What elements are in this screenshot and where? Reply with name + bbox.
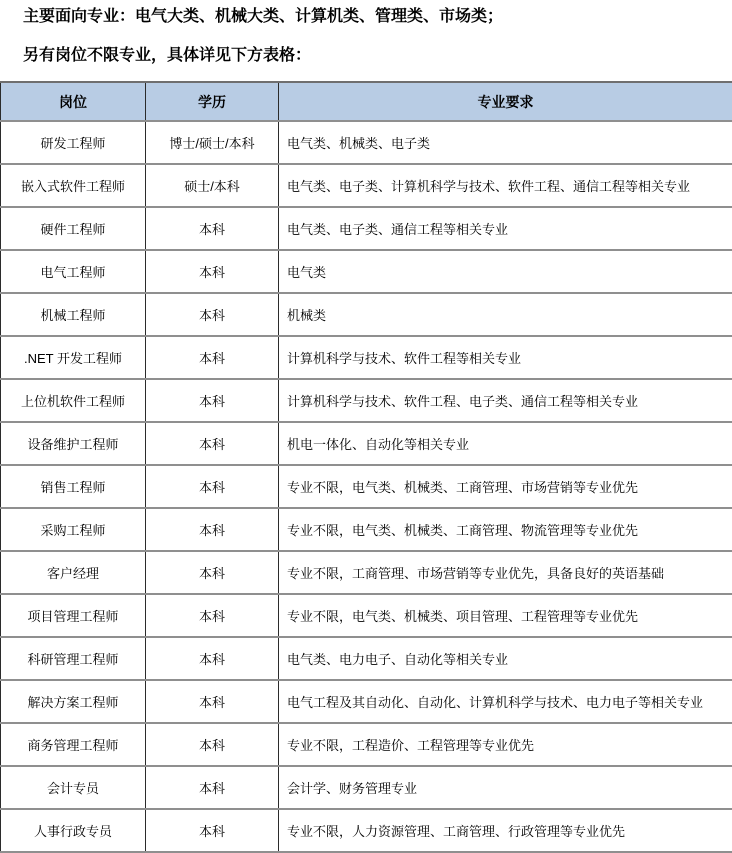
position-cell: 客户经理 xyxy=(1,551,146,594)
major-requirements-cell: 会计学、财务管理专业 xyxy=(279,766,732,809)
table-row xyxy=(1,164,732,207)
education-cell: 本科 xyxy=(146,766,279,809)
education-cell: 本科 xyxy=(146,723,279,766)
jobs-table xyxy=(0,81,732,853)
education-cell: 硕士/本科 xyxy=(146,164,279,207)
position-cell: 硬件工程师 xyxy=(1,207,146,250)
major-requirements-cell: 计算机科学与技术、软件工程、电子类、通信工程等相关专业 xyxy=(279,379,732,422)
table-row xyxy=(1,379,732,422)
intro-line-1: 主要面向专业：电气大类、机械大类、计算机类、管理类、市场类； xyxy=(23,8,732,26)
table-row xyxy=(1,594,732,637)
major-requirements-cell: 专业不限，电气类、机械类、工商管理、市场营销等专业优先 xyxy=(279,465,732,508)
education-cell: 本科 xyxy=(146,207,279,250)
table-row xyxy=(1,508,732,551)
position-cell: 销售工程师 xyxy=(1,465,146,508)
position-cell: 人事行政专员 xyxy=(1,809,146,852)
major-requirements-cell: 电气类、机械类、电子类 xyxy=(279,121,732,164)
education-cell: 本科 xyxy=(146,250,279,293)
major-requirements-cell: 电气工程及其自动化、自动化、计算机科学与技术、电力电子等相关专业 xyxy=(279,680,732,723)
table-row xyxy=(1,637,732,680)
table-body xyxy=(1,121,732,852)
intro-line-2: 另有岗位不限专业，具体详见下方表格： xyxy=(23,47,732,65)
major-requirements-cell: 机械类 xyxy=(279,293,732,336)
major-requirements-cell: 机电一体化、自动化等相关专业 xyxy=(279,422,732,465)
table-row xyxy=(1,336,732,379)
position-cell: 上位机软件工程师 xyxy=(1,379,146,422)
position-cell: 研发工程师 xyxy=(1,121,146,164)
position-cell: .NET 开发工程师 xyxy=(1,336,146,379)
table-row xyxy=(1,121,732,164)
table-row xyxy=(1,809,732,852)
major-requirements-cell: 专业不限，电气类、机械类、工商管理、物流管理等专业优先 xyxy=(279,508,732,551)
major-requirements-cell: 专业不限，电气类、机械类、项目管理、工程管理等专业优先 xyxy=(279,594,732,637)
position-cell: 嵌入式软件工程师 xyxy=(1,164,146,207)
major-requirements-cell: 电气类、电力电子、自动化等相关专业 xyxy=(279,637,732,680)
education-cell: 本科 xyxy=(146,379,279,422)
position-cell: 解决方案工程师 xyxy=(1,680,146,723)
table-row xyxy=(1,766,732,809)
header-row xyxy=(1,82,732,121)
major-requirements-cell: 专业不限，工程造价、工程管理等专业优先 xyxy=(279,723,732,766)
major-requirements-cell: 专业不限，人力资源管理、工商管理、行政管理等专业优先 xyxy=(279,809,732,852)
table-row xyxy=(1,465,732,508)
education-cell: 本科 xyxy=(146,680,279,723)
position-cell: 会计专员 xyxy=(1,766,146,809)
position-cell: 科研管理工程师 xyxy=(1,637,146,680)
education-cell: 本科 xyxy=(146,336,279,379)
education-cell: 本科 xyxy=(146,508,279,551)
education-cell: 本科 xyxy=(146,637,279,680)
major-requirements-cell: 电气类、电子类、计算机科学与技术、软件工程、通信工程等相关专业 xyxy=(279,164,732,207)
position-cell: 项目管理工程师 xyxy=(1,594,146,637)
position-cell: 电气工程师 xyxy=(1,250,146,293)
education-cell: 本科 xyxy=(146,293,279,336)
table-row xyxy=(1,207,732,250)
position-cell: 采购工程师 xyxy=(1,508,146,551)
major-requirements-cell: 电气类 xyxy=(279,250,732,293)
education-cell: 本科 xyxy=(146,809,279,852)
table-row xyxy=(1,250,732,293)
education-cell: 本科 xyxy=(146,422,279,465)
education-cell: 本科 xyxy=(146,465,279,508)
intro-section xyxy=(0,0,732,65)
table-row xyxy=(1,422,732,465)
table-row xyxy=(1,680,732,723)
header-cell-major-requirements: 专业要求 xyxy=(279,82,732,121)
table-row xyxy=(1,293,732,336)
header-cell-position: 岗位 xyxy=(1,82,146,121)
major-requirements-cell: 计算机科学与技术、软件工程等相关专业 xyxy=(279,336,732,379)
position-cell: 商务管理工程师 xyxy=(1,723,146,766)
education-cell: 本科 xyxy=(146,551,279,594)
education-cell: 博士/硕士/本科 xyxy=(146,121,279,164)
table-header xyxy=(1,82,732,121)
header-cell-education: 学历 xyxy=(146,82,279,121)
position-cell: 机械工程师 xyxy=(1,293,146,336)
table-row xyxy=(1,723,732,766)
major-requirements-cell: 专业不限，工商管理、市场营销等专业优先，具备良好的英语基础 xyxy=(279,551,732,594)
major-requirements-cell: 电气类、电子类、通信工程等相关专业 xyxy=(279,207,732,250)
position-cell: 设备维护工程师 xyxy=(1,422,146,465)
table-row xyxy=(1,551,732,594)
education-cell: 本科 xyxy=(146,594,279,637)
